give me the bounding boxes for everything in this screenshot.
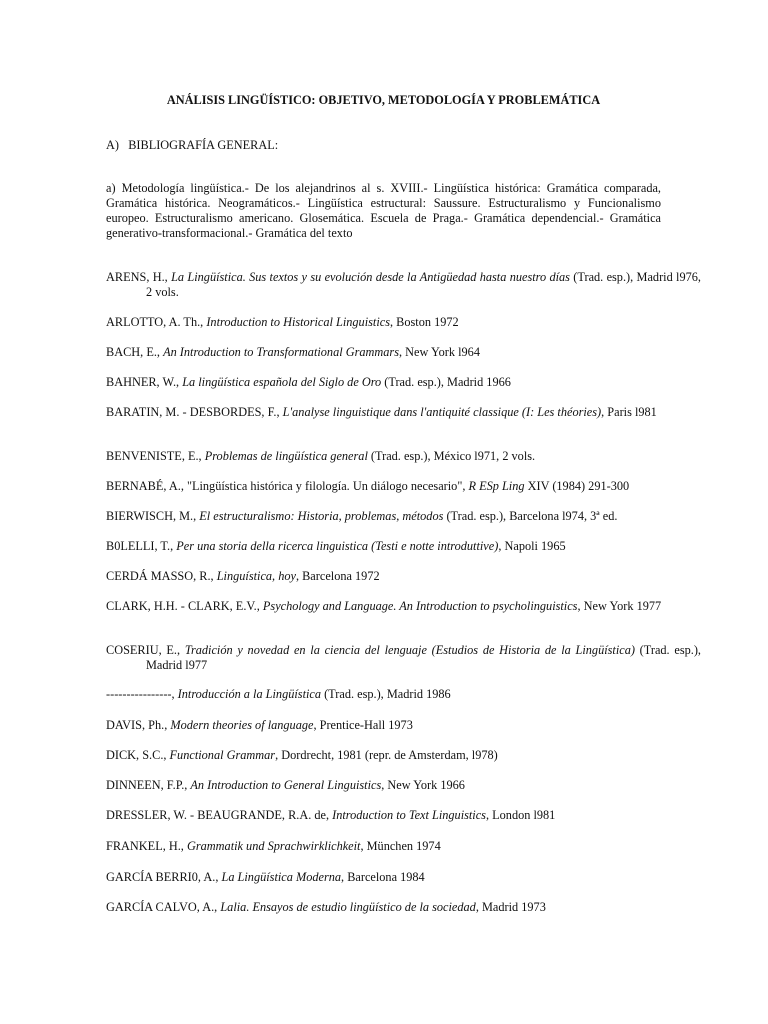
bibliography-entry <box>106 687 701 702</box>
bibliography-entry <box>106 569 701 584</box>
entry-author: BENVENISTE, E., <box>106 449 205 463</box>
bibliography-entry <box>106 375 701 390</box>
entry-work: Per una storia della ricerca linguistica (Testi e notte introduttive) <box>176 539 499 553</box>
bibliography-entry <box>106 643 701 673</box>
entry-details: (Trad. esp.), Madrid l977 <box>146 643 701 672</box>
bibliography-entry <box>106 839 701 854</box>
entry-details: (Trad. esp.), Madrid l976, 2 vols. <box>146 270 701 299</box>
entry-work: La Lingüística Moderna <box>221 870 342 884</box>
bibliography-entry <box>106 345 701 360</box>
entry-work: Tradición y novedad en la ciencia del lenguaje (Estudios de Historia de la Lingüística) <box>184 643 635 657</box>
entry-author: DINNEEN, F.P., <box>106 778 191 792</box>
entry-author: ----------------, <box>106 687 178 701</box>
entry-work: An Introduction to General Linguistics <box>190 778 382 792</box>
entry-details: , Prentice-Hall 1973 <box>313 718 413 732</box>
entry-details: , Napoli 1965 <box>498 539 566 553</box>
entry-work: Linguística, hoy <box>216 569 296 583</box>
entry-author: BACH, E., <box>106 345 164 359</box>
entry-work: Functional Grammar <box>169 748 276 762</box>
entry-work: Introduction to Text Linguistics <box>332 808 486 822</box>
entry-author: DICK, S.C., <box>106 748 170 762</box>
entry-details: , New York 1966 <box>381 778 465 792</box>
entry-details: , London l981 <box>485 808 556 822</box>
entry-work: Modern theories of language <box>170 718 314 732</box>
intro-paragraph: a) Metodología lingüística.- De los alejandrinos al s. XVIII.- Lingüística histórica: Gramática comparada, Gramática histórica. Neogramáticos.- Lingüística estructural: Saussure. Estructuralismo y Funcionalismo europeo. Estructuralismo americano. Glosemática. Escuela de Praga.- Gramática dependencial.- Gramática generativo-transformacional.- Gramática del texto <box>106 181 661 240</box>
bibliography-entry <box>106 509 701 524</box>
entry-details: (Trad. esp.), Madrid 1986 <box>321 687 451 701</box>
entry-work: Grammatik und Sprachwirklichkeit <box>186 839 361 853</box>
bibliography-entry <box>106 449 701 464</box>
entry-author: COSERIU, E., <box>106 643 185 657</box>
entry-details: , New York 1977 <box>577 599 662 613</box>
entry-details: , New York l964 <box>399 345 480 359</box>
bibliography-entry <box>106 778 701 793</box>
bibliography-entry <box>106 479 701 494</box>
entry-details: , Boston 1972 <box>390 315 459 329</box>
entry-author: FRANKEL, H., <box>106 839 187 853</box>
entry-author: GARCÍA CALVO, A., <box>106 900 221 914</box>
entry-work: El estructuralismo: Historia, problemas, métodos <box>199 509 444 523</box>
entry-details: , Barcelona 1984 <box>341 870 425 884</box>
entry-author: ARLOTTO, A. Th., <box>106 315 207 329</box>
entry-author: DRESSLER, W. - BEAUGRANDE, R.A. de, <box>106 808 333 822</box>
entry-details: , Barcelona 1972 <box>295 569 380 583</box>
bibliography-entry <box>106 748 701 763</box>
entry-author: BERNABÉ, A., "Lingüística histórica y filología. Un diálogo necesario", <box>106 479 469 493</box>
section-heading: A) BIBLIOGRAFÍA GENERAL: <box>106 138 279 152</box>
entry-details: XIV (1984) 291-300 <box>524 479 630 493</box>
bibliography-entry <box>106 539 701 554</box>
entry-work: La Lingüística. Sus textos y su evolución desde la Antigüedad hasta nuestro días <box>171 270 570 284</box>
entry-author: CERDÁ MASSO, R., <box>106 569 217 583</box>
bibliography-entry <box>106 870 701 885</box>
bibliography-entry <box>106 808 701 823</box>
bibliography-entry <box>106 405 701 420</box>
entry-author: B0LELLI, T., <box>106 539 177 553</box>
bibliography-entry <box>106 718 701 733</box>
entry-details: (Trad. esp.), Barcelona l974, 3ª ed. <box>443 509 618 523</box>
entry-details: , Paris l981 <box>601 405 657 419</box>
bibliography-entry <box>106 599 701 614</box>
entry-author: ARENS, H., <box>106 270 172 284</box>
entry-author: BIERWISCH, M., <box>106 509 200 523</box>
entry-work: An Introduction to Transformational Grammars <box>163 345 400 359</box>
entry-work: Problemas de lingüística general <box>204 449 368 463</box>
entry-details: (Trad. esp.), Madrid 1966 <box>381 375 511 389</box>
entry-work: Psychology and Language. An Introduction to psycholinguistics <box>262 599 578 613</box>
entry-details: (Trad. esp.), México l971, 2 vols. <box>367 449 536 463</box>
entry-work: Introduction to Historical Linguistics <box>206 315 390 329</box>
bibliography-entry <box>106 315 701 330</box>
entry-work: La lingüística española del Siglo de Oro <box>182 375 382 389</box>
entry-work: L'analyse linguistique dans l'antiquité classique (I: Les théories) <box>282 405 602 419</box>
entry-author: CLARK, H.H. - CLARK, E.V., <box>106 599 263 613</box>
entry-details: , Madrid 1973 <box>475 900 546 914</box>
entry-author: BARATIN, M. - DESBORDES, F., <box>106 405 283 419</box>
bibliography-entry <box>106 270 701 300</box>
entry-work: Lalia. Ensayos de estudio lingüístico de la sociedad <box>220 900 476 914</box>
page-title: ANÁLISIS LINGÜÍSTICO: OBJETIVO, METODOLOGÍA Y PROBLEMÁTICA <box>166 93 601 107</box>
entry-author: BAHNER, W., <box>106 375 183 389</box>
entry-details: , Dordrecht, 1981 (repr. de Amsterdam, l978) <box>275 748 498 762</box>
entry-work: R ESp Ling <box>468 479 525 493</box>
bibliography-entry <box>106 900 701 915</box>
entry-author: DAVIS, Ph., <box>106 718 171 732</box>
entry-details: , München 1974 <box>360 839 441 853</box>
entry-author: GARCÍA BERRI0, A., <box>106 870 222 884</box>
entry-work: Introducción a la Lingüística <box>177 687 322 701</box>
